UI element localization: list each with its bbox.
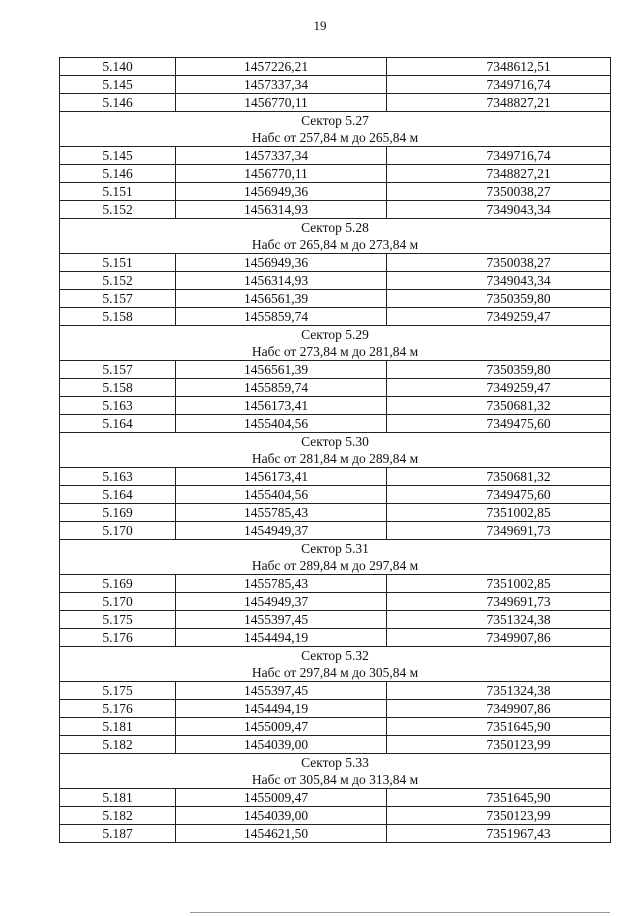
sector-header bbox=[60, 754, 611, 789]
table-row bbox=[60, 629, 611, 647]
point-number-value: 5.152 bbox=[102, 202, 133, 217]
x-coordinate-value: 1456770,11 bbox=[244, 166, 308, 181]
x-coordinate-value: 1457226,21 bbox=[243, 59, 309, 74]
table-row bbox=[60, 522, 611, 540]
point-number-cell bbox=[60, 718, 176, 736]
table-row bbox=[60, 593, 611, 611]
table-row bbox=[60, 807, 611, 825]
sector-height-range: Набс от 257,84 м до 265,84 м bbox=[251, 130, 419, 145]
x-coordinate-value: 1456314,93 bbox=[243, 202, 309, 217]
table-row bbox=[60, 575, 611, 593]
y-coordinate-cell bbox=[387, 522, 611, 540]
point-number-value: 5.157 bbox=[102, 362, 133, 377]
y-coordinate-cell bbox=[387, 254, 611, 272]
table-row bbox=[60, 147, 611, 165]
x-coordinate-cell bbox=[176, 486, 387, 504]
table-row bbox=[60, 825, 611, 843]
sector-height-range: Набс от 281,84 м до 289,84 м bbox=[251, 451, 419, 466]
point-number-cell bbox=[60, 272, 176, 290]
point-number-cell bbox=[60, 308, 176, 326]
table-row bbox=[60, 254, 611, 272]
x-coordinate-cell bbox=[176, 807, 387, 825]
y-coordinate-cell bbox=[387, 201, 611, 219]
table-row bbox=[60, 290, 611, 308]
sector-header bbox=[60, 326, 611, 361]
table-row bbox=[60, 165, 611, 183]
point-number-cell bbox=[60, 486, 176, 504]
y-coordinate-cell bbox=[387, 825, 611, 843]
point-number-value: 5.176 bbox=[102, 630, 133, 645]
y-coordinate-cell bbox=[387, 718, 611, 736]
x-coordinate-value: 1454494,19 bbox=[243, 630, 309, 645]
y-coordinate-value: 7349043,34 bbox=[486, 202, 551, 217]
bottom-divider bbox=[190, 912, 610, 913]
y-coordinate-value: 7348827,21 bbox=[486, 166, 551, 181]
y-coordinate-value: 7349716,74 bbox=[486, 148, 551, 163]
point-number-cell bbox=[60, 468, 176, 486]
x-coordinate-cell bbox=[176, 290, 387, 308]
x-coordinate-value: 1456561,39 bbox=[243, 362, 309, 377]
x-coordinate-cell bbox=[176, 165, 387, 183]
point-number-value: 5.163 bbox=[102, 398, 133, 413]
x-coordinate-value: 1454949,37 bbox=[243, 594, 309, 609]
y-coordinate-cell bbox=[387, 611, 611, 629]
x-coordinate-value: 1456561,39 bbox=[243, 291, 309, 306]
point-number-cell bbox=[60, 361, 176, 379]
x-coordinate-value: 1455397,45 bbox=[243, 612, 309, 627]
y-coordinate-value: 7351324,38 bbox=[486, 683, 551, 698]
sector-header-row bbox=[60, 219, 611, 254]
sector-title: Сектор 5.28 bbox=[301, 220, 369, 235]
x-coordinate-value: 1455009,47 bbox=[243, 790, 309, 805]
y-coordinate-cell bbox=[387, 308, 611, 326]
x-coordinate-value: 1455785,43 bbox=[243, 576, 309, 591]
sector-header-row bbox=[60, 754, 611, 789]
y-coordinate-value: 7349691,73 bbox=[486, 523, 551, 538]
table-row bbox=[60, 379, 611, 397]
table-row bbox=[60, 94, 611, 112]
point-number-cell bbox=[60, 825, 176, 843]
x-coordinate-cell bbox=[176, 504, 387, 522]
page-number: 19 bbox=[313, 18, 327, 33]
x-coordinate-cell bbox=[176, 415, 387, 433]
y-coordinate-value: 7351324,38 bbox=[486, 612, 551, 627]
y-coordinate-value: 7351967,43 bbox=[486, 826, 551, 841]
point-number-cell bbox=[60, 700, 176, 718]
point-number-cell bbox=[60, 165, 176, 183]
y-coordinate-cell bbox=[387, 736, 611, 754]
x-coordinate-cell bbox=[176, 94, 387, 112]
sector-title: Сектор 5.27 bbox=[301, 113, 369, 128]
point-number-value: 5.140 bbox=[102, 59, 133, 74]
x-coordinate-value: 1455404,56 bbox=[243, 487, 309, 502]
y-coordinate-value: 7350359,80 bbox=[486, 362, 551, 377]
point-number-cell bbox=[60, 611, 176, 629]
sector-height-range: Набс от 297,84 м до 305,84 м bbox=[251, 665, 419, 680]
sector-header-row bbox=[60, 647, 611, 682]
y-coordinate-cell bbox=[387, 165, 611, 183]
point-number-value: 5.170 bbox=[102, 594, 133, 609]
table-row bbox=[60, 76, 611, 94]
point-number-cell bbox=[60, 94, 176, 112]
x-coordinate-value: 1456949,36 bbox=[243, 184, 309, 199]
y-coordinate-cell bbox=[387, 94, 611, 112]
x-coordinate-cell bbox=[176, 308, 387, 326]
x-coordinate-cell bbox=[176, 522, 387, 540]
x-coordinate-value: 1456173,41 bbox=[243, 469, 309, 484]
x-coordinate-cell bbox=[176, 718, 387, 736]
y-coordinate-cell bbox=[387, 575, 611, 593]
x-coordinate-cell bbox=[176, 183, 387, 201]
y-coordinate-cell bbox=[387, 290, 611, 308]
point-number-cell bbox=[60, 789, 176, 807]
x-coordinate-value: 1455397,45 bbox=[243, 683, 309, 698]
y-coordinate-cell bbox=[387, 700, 611, 718]
x-coordinate-cell bbox=[176, 825, 387, 843]
point-number-value: 5.175 bbox=[102, 612, 133, 627]
y-coordinate-value: 7351645,90 bbox=[486, 719, 551, 734]
table-row bbox=[60, 272, 611, 290]
point-number-cell bbox=[60, 201, 176, 219]
point-number-cell bbox=[60, 575, 176, 593]
y-coordinate-value: 7349907,86 bbox=[486, 630, 551, 645]
point-number-value: 5.176 bbox=[102, 701, 133, 716]
table-row bbox=[60, 308, 611, 326]
sector-height-range: Набс от 265,84 м до 273,84 м bbox=[251, 237, 419, 252]
sector-title: Сектор 5.31 bbox=[301, 541, 369, 556]
point-number-value: 5.163 bbox=[102, 469, 133, 484]
y-coordinate-value: 7350681,32 bbox=[486, 469, 551, 484]
point-number-cell bbox=[60, 522, 176, 540]
table-row bbox=[60, 201, 611, 219]
point-number-cell bbox=[60, 807, 176, 825]
x-coordinate-value: 1454494,19 bbox=[243, 701, 309, 716]
sector-header-row bbox=[60, 326, 611, 361]
y-coordinate-value: 7350681,32 bbox=[486, 398, 551, 413]
coordinates-table bbox=[59, 57, 611, 843]
point-number-cell bbox=[60, 415, 176, 433]
x-coordinate-value: 1456770,11 bbox=[244, 95, 308, 110]
sector-height-range: Набс от 305,84 м до 313,84 м bbox=[251, 772, 419, 787]
point-number-value: 5.164 bbox=[102, 487, 133, 502]
point-number-value: 5.146 bbox=[102, 166, 133, 181]
y-coordinate-cell bbox=[387, 486, 611, 504]
table-row bbox=[60, 397, 611, 415]
y-coordinate-value: 7349043,34 bbox=[486, 273, 551, 288]
point-number-value: 5.158 bbox=[102, 380, 133, 395]
y-coordinate-cell bbox=[387, 272, 611, 290]
table-row bbox=[60, 682, 611, 700]
point-number-value: 5.158 bbox=[102, 309, 133, 324]
y-coordinate-value: 7350038,27 bbox=[486, 255, 551, 270]
x-coordinate-value: 1456949,36 bbox=[243, 255, 309, 270]
point-number-cell bbox=[60, 397, 176, 415]
y-coordinate-value: 7350038,27 bbox=[486, 184, 551, 199]
x-coordinate-value: 1456314,93 bbox=[243, 273, 309, 288]
y-coordinate-cell bbox=[387, 682, 611, 700]
table-row bbox=[60, 415, 611, 433]
sector-header bbox=[60, 112, 611, 147]
x-coordinate-cell bbox=[176, 593, 387, 611]
y-coordinate-value: 7349716,74 bbox=[486, 77, 551, 92]
y-coordinate-cell bbox=[387, 379, 611, 397]
point-number-value: 5.187 bbox=[102, 826, 133, 841]
point-number-cell bbox=[60, 379, 176, 397]
x-coordinate-value: 1455785,43 bbox=[243, 505, 309, 520]
y-coordinate-value: 7349259,47 bbox=[486, 380, 551, 395]
y-coordinate-cell bbox=[387, 629, 611, 647]
x-coordinate-value: 1457337,34 bbox=[243, 77, 309, 92]
point-number-value: 5.146 bbox=[102, 95, 133, 110]
sector-header bbox=[60, 433, 611, 468]
sector-title: Сектор 5.33 bbox=[301, 755, 369, 770]
sector-header-row bbox=[60, 112, 611, 147]
sector-title: Сектор 5.29 bbox=[301, 327, 369, 342]
point-number-cell bbox=[60, 629, 176, 647]
point-number-cell bbox=[60, 682, 176, 700]
y-coordinate-cell bbox=[387, 361, 611, 379]
y-coordinate-value: 7349691,73 bbox=[486, 594, 551, 609]
point-number-cell bbox=[60, 147, 176, 165]
point-number-value: 5.152 bbox=[102, 273, 133, 288]
point-number-value: 5.164 bbox=[102, 416, 133, 431]
x-coordinate-value: 1454039,00 bbox=[243, 808, 309, 823]
sector-header-row bbox=[60, 433, 611, 468]
point-number-value: 5.182 bbox=[102, 737, 133, 752]
sector-title: Сектор 5.30 bbox=[301, 434, 369, 449]
point-number-cell bbox=[60, 736, 176, 754]
x-coordinate-cell bbox=[176, 468, 387, 486]
point-number-value: 5.151 bbox=[102, 255, 133, 270]
x-coordinate-cell bbox=[176, 682, 387, 700]
y-coordinate-cell bbox=[387, 504, 611, 522]
x-coordinate-value: 1455859,74 bbox=[243, 380, 309, 395]
point-number-cell bbox=[60, 76, 176, 94]
table-row bbox=[60, 486, 611, 504]
y-coordinate-value: 7348827,21 bbox=[486, 95, 551, 110]
x-coordinate-cell bbox=[176, 58, 387, 76]
y-coordinate-value: 7351645,90 bbox=[486, 790, 551, 805]
y-coordinate-value: 7349259,47 bbox=[486, 309, 551, 324]
y-coordinate-value: 7350123,99 bbox=[486, 808, 551, 823]
y-coordinate-cell bbox=[387, 397, 611, 415]
table-row bbox=[60, 183, 611, 201]
point-number-cell bbox=[60, 290, 176, 308]
y-coordinate-cell bbox=[387, 468, 611, 486]
coordinates-table-body bbox=[60, 58, 611, 843]
table-row bbox=[60, 58, 611, 76]
table-row bbox=[60, 611, 611, 629]
table-row bbox=[60, 468, 611, 486]
sector-header-row bbox=[60, 540, 611, 575]
x-coordinate-cell bbox=[176, 361, 387, 379]
x-coordinate-cell bbox=[176, 254, 387, 272]
y-coordinate-value: 7351002,85 bbox=[486, 576, 551, 591]
sector-header bbox=[60, 647, 611, 682]
sector-height-range: Набс от 289,84 м до 297,84 м bbox=[251, 558, 419, 573]
y-coordinate-value: 7349475,60 bbox=[486, 416, 551, 431]
point-number-value: 5.169 bbox=[102, 576, 133, 591]
y-coordinate-value: 7349475,60 bbox=[486, 487, 551, 502]
x-coordinate-cell bbox=[176, 272, 387, 290]
x-coordinate-value: 1454949,37 bbox=[243, 523, 309, 538]
x-coordinate-value: 1455404,56 bbox=[243, 416, 309, 431]
y-coordinate-cell bbox=[387, 147, 611, 165]
point-number-value: 5.170 bbox=[102, 523, 133, 538]
y-coordinate-cell bbox=[387, 593, 611, 611]
point-number-value: 5.145 bbox=[102, 148, 133, 163]
sector-title: Сектор 5.32 bbox=[301, 648, 369, 663]
y-coordinate-cell bbox=[387, 76, 611, 94]
table-row bbox=[60, 700, 611, 718]
y-coordinate-cell bbox=[387, 789, 611, 807]
x-coordinate-cell bbox=[176, 397, 387, 415]
sector-height-range: Набс от 273,84 м до 281,84 м bbox=[251, 344, 419, 359]
table-row bbox=[60, 736, 611, 754]
point-number-cell bbox=[60, 593, 176, 611]
x-coordinate-cell bbox=[176, 76, 387, 94]
y-coordinate-value: 7350359,80 bbox=[486, 291, 551, 306]
x-coordinate-cell bbox=[176, 575, 387, 593]
table-row bbox=[60, 718, 611, 736]
y-coordinate-value: 7349907,86 bbox=[486, 701, 551, 716]
x-coordinate-value: 1456173,41 bbox=[243, 398, 309, 413]
x-coordinate-value: 1455009,47 bbox=[243, 719, 309, 734]
y-coordinate-cell bbox=[387, 807, 611, 825]
point-number-value: 5.169 bbox=[102, 505, 133, 520]
point-number-value: 5.181 bbox=[102, 719, 133, 734]
point-number-cell bbox=[60, 183, 176, 201]
y-coordinate-value: 7350123,99 bbox=[486, 737, 551, 752]
y-coordinate-cell bbox=[387, 58, 611, 76]
point-number-value: 5.157 bbox=[102, 291, 133, 306]
point-number-cell bbox=[60, 58, 176, 76]
x-coordinate-cell bbox=[176, 379, 387, 397]
x-coordinate-value: 1457337,34 bbox=[243, 148, 309, 163]
x-coordinate-cell bbox=[176, 629, 387, 647]
y-coordinate-value: 7351002,85 bbox=[486, 505, 551, 520]
x-coordinate-value: 1455859,74 bbox=[243, 309, 309, 324]
x-coordinate-cell bbox=[176, 201, 387, 219]
x-coordinate-cell bbox=[176, 736, 387, 754]
table-row bbox=[60, 504, 611, 522]
x-coordinate-cell bbox=[176, 789, 387, 807]
y-coordinate-cell bbox=[387, 183, 611, 201]
y-coordinate-cell bbox=[387, 415, 611, 433]
sector-header bbox=[60, 219, 611, 254]
x-coordinate-value: 1454621,50 bbox=[243, 826, 309, 841]
point-number-cell bbox=[60, 254, 176, 272]
point-number-cell bbox=[60, 504, 176, 522]
point-number-value: 5.175 bbox=[102, 683, 133, 698]
point-number-value: 5.145 bbox=[102, 77, 133, 92]
x-coordinate-value: 1454039,00 bbox=[243, 737, 309, 752]
point-number-value: 5.151 bbox=[102, 184, 133, 199]
x-coordinate-cell bbox=[176, 611, 387, 629]
y-coordinate-value: 7348612,51 bbox=[486, 59, 551, 74]
table-row bbox=[60, 361, 611, 379]
point-number-value: 5.181 bbox=[102, 790, 133, 805]
sector-header bbox=[60, 540, 611, 575]
table-row bbox=[60, 789, 611, 807]
x-coordinate-cell bbox=[176, 147, 387, 165]
x-coordinate-cell bbox=[176, 700, 387, 718]
point-number-value: 5.182 bbox=[102, 808, 133, 823]
